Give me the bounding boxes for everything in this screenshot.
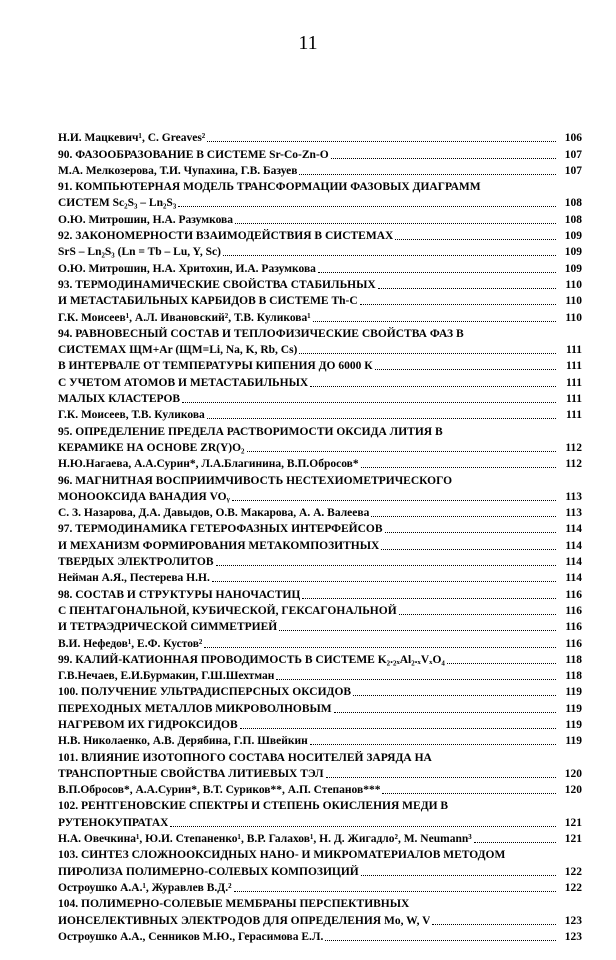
toc-entry	[58, 570, 582, 586]
toc-entry-text: 104. ПОЛИМЕРНО-СОЛЕВЫЕ МЕМБРАНЫ ПЕРСПЕКТИВНЫХ	[58, 898, 410, 911]
toc-entry-text: РУТЕНОКУПРАТАХ	[58, 816, 169, 829]
toc-entry-text: Г.К. Моисеев, Т.В. Куликова	[58, 409, 205, 422]
toc-entry-text: ИОНСЕЛЕКТИВНЫХ ЭЛЕКТРОДОВ ДЛЯ ОПРЕДЕЛЕНИЯ Mo, W, V	[58, 914, 431, 927]
dot-leader	[382, 793, 556, 794]
toc-entry-text: В ИНТЕРВАЛЕ ОТ ТЕМПЕРАТУРЫ КИПЕНИЯ ДО 6000 К	[58, 360, 373, 373]
toc-entry-text: Остроушко А.А.¹, Журавлев В.Д.²	[58, 881, 232, 894]
toc-entry-text: 92. ЗАКОНОМЕРНОСТИ ВЗАИМОДЕЙСТВИЯ В СИСТЕМАХ	[58, 230, 394, 243]
toc-entry-text: 99. КАЛИЙ-КАТИОННАЯ ПРОВОДИМОСТЬ В СИСТЕМЕ K₂.₂ₓAl₂.ₓVₓO₄	[58, 653, 445, 666]
dot-leader	[212, 581, 556, 582]
dot-leader	[235, 223, 556, 224]
dot-leader	[474, 842, 556, 843]
toc-entry-page: 109	[564, 246, 582, 259]
page-number: 11	[298, 32, 318, 54]
toc-entry-page: 111	[566, 409, 582, 422]
toc-entry-text: 97. ТЕРМОДИНАМИКА ГЕТЕРОФАЗНЫХ ИНТЕРФЕЙСОВ	[58, 523, 383, 536]
toc-entry-text: 94. РАВНОВЕСНЫЙ СОСТАВ И ТЕПЛОФИЗИЧЕСКИЕ СВОЙСТВА ФАЗ В	[58, 327, 464, 340]
toc-entry	[58, 537, 582, 553]
dot-leader	[381, 549, 556, 550]
toc-entry	[58, 831, 582, 847]
toc-entry	[58, 358, 582, 374]
toc-entry-page: 118	[565, 670, 582, 683]
toc-entry-text: МОНООКСИДА ВАНАДИЯ VOᵧ	[58, 490, 230, 503]
toc-entry	[58, 489, 582, 505]
toc-entry	[58, 782, 582, 798]
toc-entry-text: И ТЕТРАЭДРИЧЕСКОЙ СИММЕТРИЕЙ	[58, 621, 278, 634]
toc-entry-text: Н.В. Николаенко, А.В. Дерябина, Г.П. Швейкин	[58, 735, 308, 748]
toc-entry-page: 110	[565, 278, 582, 291]
dot-leader	[170, 826, 556, 827]
toc-entry	[58, 896, 582, 912]
toc-entry	[58, 766, 582, 782]
dot-leader	[326, 777, 556, 778]
toc-entry-text: ПИРОЛИЗА ПОЛИМЕРНО-СОЛЕВЫХ КОМПОЗИЦИЙ	[58, 865, 359, 878]
toc-entry	[58, 423, 582, 439]
toc-entry	[58, 228, 582, 244]
dot-leader	[385, 532, 556, 533]
toc-entry-text: КЕРАМИКЕ НА ОСНОВЕ ZR(Y)O₂	[58, 441, 245, 454]
toc-entry-page: 118	[565, 653, 582, 666]
toc-entry-text: ТВЕРДЫХ ЭЛЕКТРОЛИТОВ	[58, 556, 214, 569]
toc-entry-page: 111	[566, 344, 582, 357]
toc-entry	[58, 814, 582, 830]
toc-entry-text: О.Ю. Митрошин, Н.А. Разумкова	[58, 213, 234, 226]
toc-entry-text: 95. ОПРЕДЕЛЕНИЕ ПРЕДЕЛА РАСТВОРИМОСТИ ОКСИДА ЛИТИЯ В	[58, 425, 443, 438]
dot-leader	[353, 695, 556, 696]
toc-entry-page: 111	[566, 360, 582, 373]
toc-entry-page: 121	[564, 816, 582, 829]
toc-entry	[58, 749, 582, 765]
dot-leader	[178, 206, 556, 207]
dot-leader	[375, 369, 556, 370]
toc-entry	[58, 521, 582, 537]
toc-entry-text: Н.И. Мацкевич¹, C. Greaves²	[58, 132, 206, 145]
toc-entry	[58, 733, 582, 749]
toc-entry-page: 114	[565, 539, 582, 552]
toc-entry-page: 113	[565, 507, 582, 520]
toc-entry-text: Остроушко А.А., Сенников М.Ю., Герасимова Е.Л.	[58, 930, 324, 943]
toc-entry-text: И МЕХАНИЗМ ФОРМИРОВАНИЯ МЕТАКОМПОЗИТНЫХ	[58, 539, 380, 552]
toc-entry	[58, 146, 582, 162]
dot-leader	[399, 614, 556, 615]
toc-entry-page: 119	[565, 686, 582, 699]
toc-entry-text: МАЛЫХ КЛАСТЕРОВ	[58, 393, 181, 406]
toc-entry-text: 91. КОМПЬЮТЕРНАЯ МОДЕЛЬ ТРАНСФОРМАЦИИ ФАЗОВЫХ ДИАГРАММ	[58, 181, 481, 194]
toc-entry-text: С ПЕНТАГОНАЛЬНОЙ, КУБИЧЕСКОЙ, ГЕКСАГОНАЛЬНОЙ	[58, 604, 397, 617]
toc-entry-text: 93. ТЕРМОДИНАМИЧЕСКИЕ СВОЙСТВА СТАБИЛЬНЫХ	[58, 278, 376, 291]
toc-entry-page: 112	[565, 441, 582, 454]
dot-leader	[223, 255, 556, 256]
toc-entry	[58, 554, 582, 570]
dot-leader	[302, 598, 556, 599]
dot-leader	[334, 712, 556, 713]
toc-entry-text: 102. РЕНТГЕНОВСКИЕ СПЕКТРЫ И СТЕПЕНЬ ОКИСЛЕНИЯ МЕДИ В	[58, 800, 449, 813]
dot-leader	[325, 940, 556, 941]
dot-leader	[204, 647, 556, 648]
toc-entry	[58, 880, 582, 896]
toc-entry-page: 116	[565, 604, 582, 617]
dot-leader	[447, 663, 556, 664]
toc-entry-page: 120	[564, 767, 582, 780]
toc-entry-page: 121	[564, 833, 582, 846]
toc-entry	[58, 912, 582, 928]
toc-entry-page: 109	[564, 262, 582, 275]
toc-entry-page: 114	[565, 556, 582, 569]
dot-leader	[310, 386, 556, 387]
toc-entry	[58, 863, 582, 879]
toc-entry	[58, 326, 582, 342]
toc-entry-text: О.Ю. Митрошин, Н.А. Хритохин, И.А. Разумкова	[58, 262, 316, 275]
toc-entry-text: Нейман А.Я., Пестерева Н.Н.	[58, 572, 210, 585]
toc-entry	[58, 211, 582, 227]
toc-entry-text: 100. ПОЛУЧЕНИЕ УЛЬТРАДИСПЕРСНЫХ ОКСИДОВ	[58, 686, 352, 699]
toc-entry-page: 108	[564, 213, 582, 226]
dot-leader	[318, 272, 556, 273]
toc-entry-page: 111	[566, 393, 582, 406]
toc-entry	[58, 260, 582, 276]
toc-entry	[58, 277, 582, 293]
toc-entry-text: 90. ФАЗООБРАЗОВАНИЕ В СИСТЕМЕ Sr-Co-Zn-O	[58, 148, 329, 161]
toc-entry-page: 122	[564, 865, 582, 878]
toc-entry-text: 96. МАГНИТНАЯ ВОСПРИИМЧИВОСТЬ НЕСТЕХИОМЕТРИЧЕСКОГО	[58, 474, 453, 487]
toc-entry	[58, 652, 582, 668]
toc-entry-page: 111	[566, 376, 582, 389]
dot-leader	[432, 924, 556, 925]
toc-entry-page: 114	[565, 572, 582, 585]
table-of-contents	[58, 130, 582, 945]
dot-leader	[313, 321, 556, 322]
dot-leader	[310, 744, 556, 745]
toc-entry-text: СИСТЕМ Sc₂S₃ – Ln₂S₃	[58, 197, 177, 210]
toc-entry	[58, 195, 582, 211]
dot-leader	[182, 402, 556, 403]
toc-entry-text: SrS – Ln₂S₃ (Ln = Tb – Lu, Y, Sc)	[58, 246, 221, 259]
toc-entry	[58, 244, 582, 260]
dot-leader	[378, 288, 556, 289]
toc-entry	[58, 407, 582, 423]
toc-entry	[58, 929, 582, 945]
toc-entry-page: 113	[565, 490, 582, 503]
toc-entry-text: М.А. Мелкозерова, Т.И. Чупахина, Г.В. Базуев	[58, 164, 298, 177]
toc-entry	[58, 684, 582, 700]
dot-leader	[207, 141, 556, 142]
dot-leader	[234, 891, 556, 892]
toc-entry	[58, 798, 582, 814]
toc-entry-page: 106	[564, 132, 582, 145]
dot-leader	[395, 239, 556, 240]
dot-leader	[240, 728, 556, 729]
toc-entry-page: 119	[565, 702, 582, 715]
dot-leader	[361, 467, 556, 468]
toc-entry-text: И МЕТАСТАБИЛЬНЫХ КАРБИДОВ В СИСТЕМЕ Th-C	[58, 295, 358, 308]
toc-entry	[58, 717, 582, 733]
dot-leader	[299, 174, 556, 175]
dot-leader	[207, 418, 556, 419]
toc-entry-text: ПЕРЕХОДНЫХ МЕТАЛЛОВ МИКРОВОЛНОВЫМ	[58, 702, 332, 715]
toc-entry-page: 116	[565, 588, 582, 601]
toc-entry	[58, 456, 582, 472]
dot-leader	[232, 500, 556, 501]
toc-entry-text: 101. ВЛИЯНИЕ ИЗОТОПНОГО СОСТАВА НОСИТЕЛЕЙ ЗАРЯДА НА	[58, 751, 432, 764]
toc-entry-text: С УЧЕТОМ АТОМОВ И МЕТАСТАБИЛЬНЫХ	[58, 376, 309, 389]
toc-entry-text: Г.К. Моисеев¹, А.Л. Ивановский², Т.В. Куликова¹	[58, 311, 311, 324]
toc-entry-text: Г.В.Нечаев, Е.И.Бурмакин, Г.Ш.Шехтман	[58, 670, 275, 683]
dot-leader	[371, 516, 556, 517]
toc-entry	[58, 603, 582, 619]
toc-entry-page: 107	[564, 164, 582, 177]
dot-leader	[360, 304, 556, 305]
toc-entry-page: 123	[564, 914, 582, 927]
toc-entry-page: 116	[565, 621, 582, 634]
toc-entry-page: 107	[564, 148, 582, 161]
toc-entry	[58, 635, 582, 651]
toc-entry-page: 110	[565, 295, 582, 308]
toc-entry	[58, 586, 582, 602]
toc-entry-text: ТРАНСПОРТНЫЕ СВОЙСТВА ЛИТИЕВЫХ ТЭЛ	[58, 767, 324, 780]
toc-entry-text: С. З. Назарова, Д.А. Давыдов, О.В. Макарова, А. А. Валеева	[58, 507, 370, 520]
toc-entry-page: 112	[565, 458, 582, 471]
dot-leader	[279, 630, 556, 631]
toc-entry	[58, 163, 582, 179]
toc-entry-page: 110	[565, 311, 582, 324]
toc-entry	[58, 700, 582, 716]
toc-entry-page: 114	[565, 523, 582, 536]
dot-leader	[276, 679, 556, 680]
toc-entry-page: 120	[564, 784, 582, 797]
toc-entry-page: 123	[564, 930, 582, 943]
toc-entry	[58, 505, 582, 521]
toc-entry	[58, 130, 582, 146]
toc-entry-text: 103. СИНТЕЗ СЛОЖНООКСИДНЫХ НАНО- И МИКРОМАТЕРИАЛОВ МЕТОДОМ	[58, 849, 506, 862]
toc-entry	[58, 847, 582, 863]
toc-entry-page: 119	[565, 735, 582, 748]
toc-entry	[58, 619, 582, 635]
toc-entry-page: 116	[565, 637, 582, 650]
toc-entry-page: 109	[564, 230, 582, 243]
dot-leader	[247, 451, 556, 452]
toc-entry-page: 108	[564, 197, 582, 210]
toc-entry	[58, 309, 582, 325]
toc-entry	[58, 374, 582, 390]
toc-entry-text: Н.Ю.Нагаева, А.А.Сурин*, Л.А.Благинина, В.П.Обросов*	[58, 458, 359, 471]
toc-entry	[58, 342, 582, 358]
toc-entry-text: Н.А. Овечкина¹, Ю.И. Степаненко¹, В.Р. Галахов¹, Н. Д. Жигадло², M. Neumann³	[58, 833, 472, 846]
toc-entry-text: СИСТЕМАХ ЩМ+Ar (ЩМ=Li, Na, K, Rb, Cs)	[58, 344, 298, 357]
toc-entry-page: 122	[564, 881, 582, 894]
toc-entry	[58, 472, 582, 488]
dot-leader	[361, 875, 556, 876]
toc-entry	[58, 668, 582, 684]
dot-leader	[331, 158, 556, 159]
toc-entry-text: В.И. Нефедов¹, Е.Ф. Кустов²	[58, 637, 203, 650]
dot-leader	[216, 565, 557, 566]
toc-entry	[58, 440, 582, 456]
toc-entry	[58, 293, 582, 309]
toc-entry	[58, 391, 582, 407]
toc-entry-page: 119	[565, 718, 582, 731]
dot-leader	[299, 353, 556, 354]
toc-entry-text: 98. СОСТАВ И СТРУКТУРЫ НАНОЧАСТИЦ	[58, 588, 301, 601]
toc-entry-text: НАГРЕВОМ ИХ ГИДРОКСИДОВ	[58, 718, 238, 731]
toc-entry-text: В.П.Обросов*, А.А.Сурин*, В.Т. Суриков**, А.П. Степанов***	[58, 784, 381, 797]
toc-entry	[58, 179, 582, 195]
